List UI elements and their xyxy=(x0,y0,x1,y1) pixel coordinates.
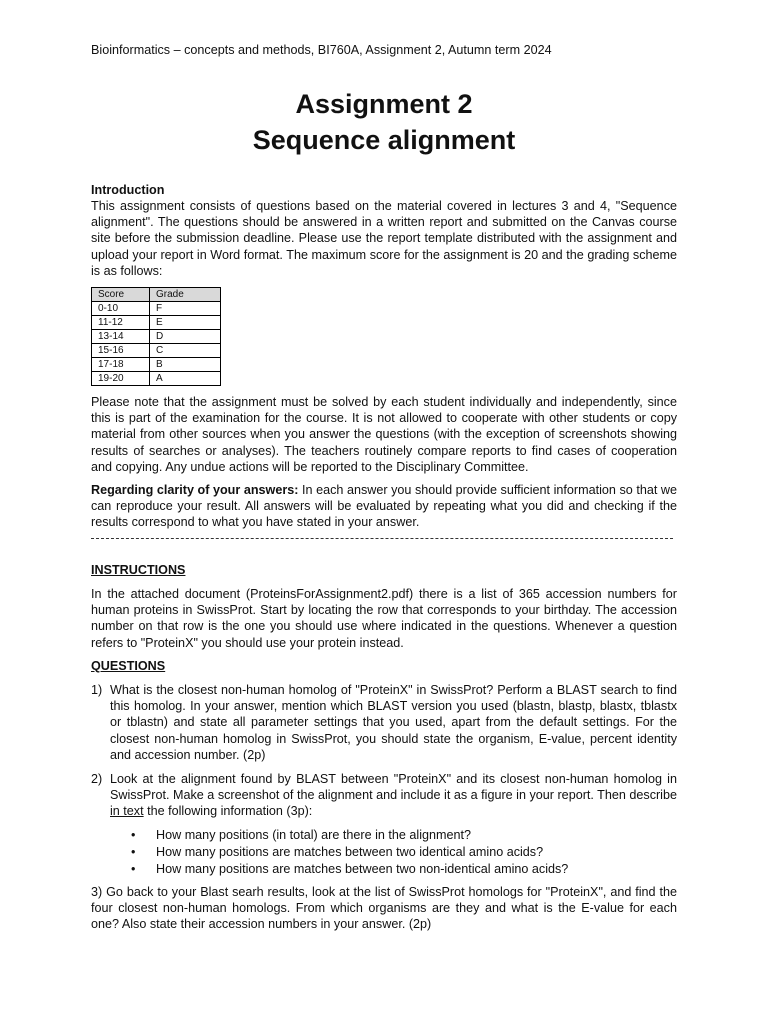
table-cell-score: 11-12 xyxy=(92,316,150,330)
question-1 xyxy=(91,682,677,763)
intro-paragraph: This assignment consists of questions based on the material covered in lectures 3 and 4, "Sequence alignment". The questions should be answered in a written report and submitted on the Canvas course site before the submission deadline. Please use the report template distributed with the assignment and upload your report in Word format. The maximum score for the assignment is 20 and the grading scheme is as follows: xyxy=(91,199,677,278)
section-separator xyxy=(91,538,673,539)
grade-table xyxy=(91,287,221,386)
questions-heading: QUESTIONS xyxy=(91,659,166,673)
instructions-heading: INSTRUCTIONS xyxy=(91,563,186,577)
grade-table-header-row xyxy=(92,288,221,302)
question-3-text: 3) Go back to your Blast searh results, look at the list of SwissProt homologs for "ProteinX", and find the four closest non-human homologs. From which organisms are they and what is the E-value for each one? Also state their accession numbers in your answer. (2p) xyxy=(91,885,677,932)
question-2 xyxy=(91,771,677,820)
table-cell-score: 17-18 xyxy=(92,358,150,372)
list-item xyxy=(91,861,677,878)
table-cell-grade: F xyxy=(150,302,221,316)
table-row xyxy=(92,330,221,344)
question-1-text: What is the closest non-human homolog of "ProteinX" in SwissProt? Perform a BLAST search to find this homolog. In your answer, mention which BLAST version you used (blastn, blastp, blastx, tblastx or tblastn) and state all parameter settings that you used, apart from the default settings. For the closest non-human homolog in SwissProt, you should state the organism, E-value, percent identity and accession number. (2p) xyxy=(110,683,677,762)
table-row xyxy=(92,344,221,358)
question-2-bullet-list xyxy=(91,827,677,878)
question-1-number: 1) xyxy=(91,683,103,697)
question-2-text-part-b: the following information (3p): xyxy=(143,804,313,819)
list-item xyxy=(91,844,677,861)
grade-table-wrapper xyxy=(91,287,221,386)
grade-table-header-score: Score xyxy=(92,288,150,302)
table-cell-grade: C xyxy=(150,344,221,358)
list-item-text: How many positions are matches between two identical amino acids? xyxy=(156,845,544,859)
table-row xyxy=(92,302,221,316)
question-2-text-part-a: Look at the alignment found by BLAST between "ProteinX" and its closest non-human homolog in SwissProt. Make a screenshot of the alignment and include it as a figure in your report. Then describe xyxy=(110,772,677,803)
table-cell-score: 0-10 xyxy=(92,302,150,316)
instructions-paragraph: In the attached document (ProteinsForAssignment2.pdf) there is a list of 365 accession numbers for human proteins in SwissProt. Start by locating the row that corresponds to your birthday. The accession number on that row is the one you should use where indicated in the questions. Whenever a question refers to "ProteinX" you should use your protein instead. xyxy=(91,587,677,650)
list-item-text: How many positions are matches between two non-identical amino acids? xyxy=(156,862,569,876)
list-item xyxy=(91,827,677,844)
document-header: Bioinformatics – concepts and methods, BI760A, Assignment 2, Autumn term 2024 xyxy=(91,43,552,57)
table-row xyxy=(92,358,221,372)
table-cell-grade: B xyxy=(150,358,221,372)
table-row xyxy=(92,372,221,386)
question-2-underlined-text: in text xyxy=(110,804,144,819)
bullet-icon: • xyxy=(131,845,136,859)
table-cell-grade: A xyxy=(150,372,221,386)
intro-heading: Introduction xyxy=(91,183,165,197)
question-2-number: 2) xyxy=(91,772,103,786)
bullet-icon: • xyxy=(131,828,136,842)
table-cell-score: 15-16 xyxy=(92,344,150,358)
table-cell-grade: D xyxy=(150,330,221,344)
title-line-1: Assignment 2 xyxy=(295,89,473,119)
table-cell-score: 13-14 xyxy=(92,330,150,344)
table-cell-score: 19-20 xyxy=(92,372,150,386)
title-line-2: Sequence alignment xyxy=(252,125,516,155)
clarity-paragraph xyxy=(91,482,677,531)
question-2-text xyxy=(110,771,677,820)
clarity-text: In each answer you should provide sufficient information so that we can reproduce your result. All answers will be evaluated by repeating what you did and checking if the results correspond to what you have stated in your answer. xyxy=(91,483,677,530)
table-row xyxy=(92,316,221,330)
bullet-icon: • xyxy=(131,862,136,876)
list-item-text: How many positions (in total) are there in the alignment? xyxy=(156,828,472,842)
integrity-note-paragraph: Please note that the assignment must be solved by each student individually and independently, since this is part of the examination for the course. It is not allowed to cooperate with other students or copy material from other sources when you answer the questions (with the exception of screenshots showing results of searches or analyses). The teachers routinely compare reports to find cases of cooperation and copying. Any undue actions will be reported to the Disciplinary Committee. xyxy=(91,395,677,474)
table-cell-grade: E xyxy=(150,316,221,330)
grade-table-header-grade: Grade xyxy=(150,288,221,302)
clarity-label: Regarding clarity of your answers: xyxy=(91,483,299,497)
